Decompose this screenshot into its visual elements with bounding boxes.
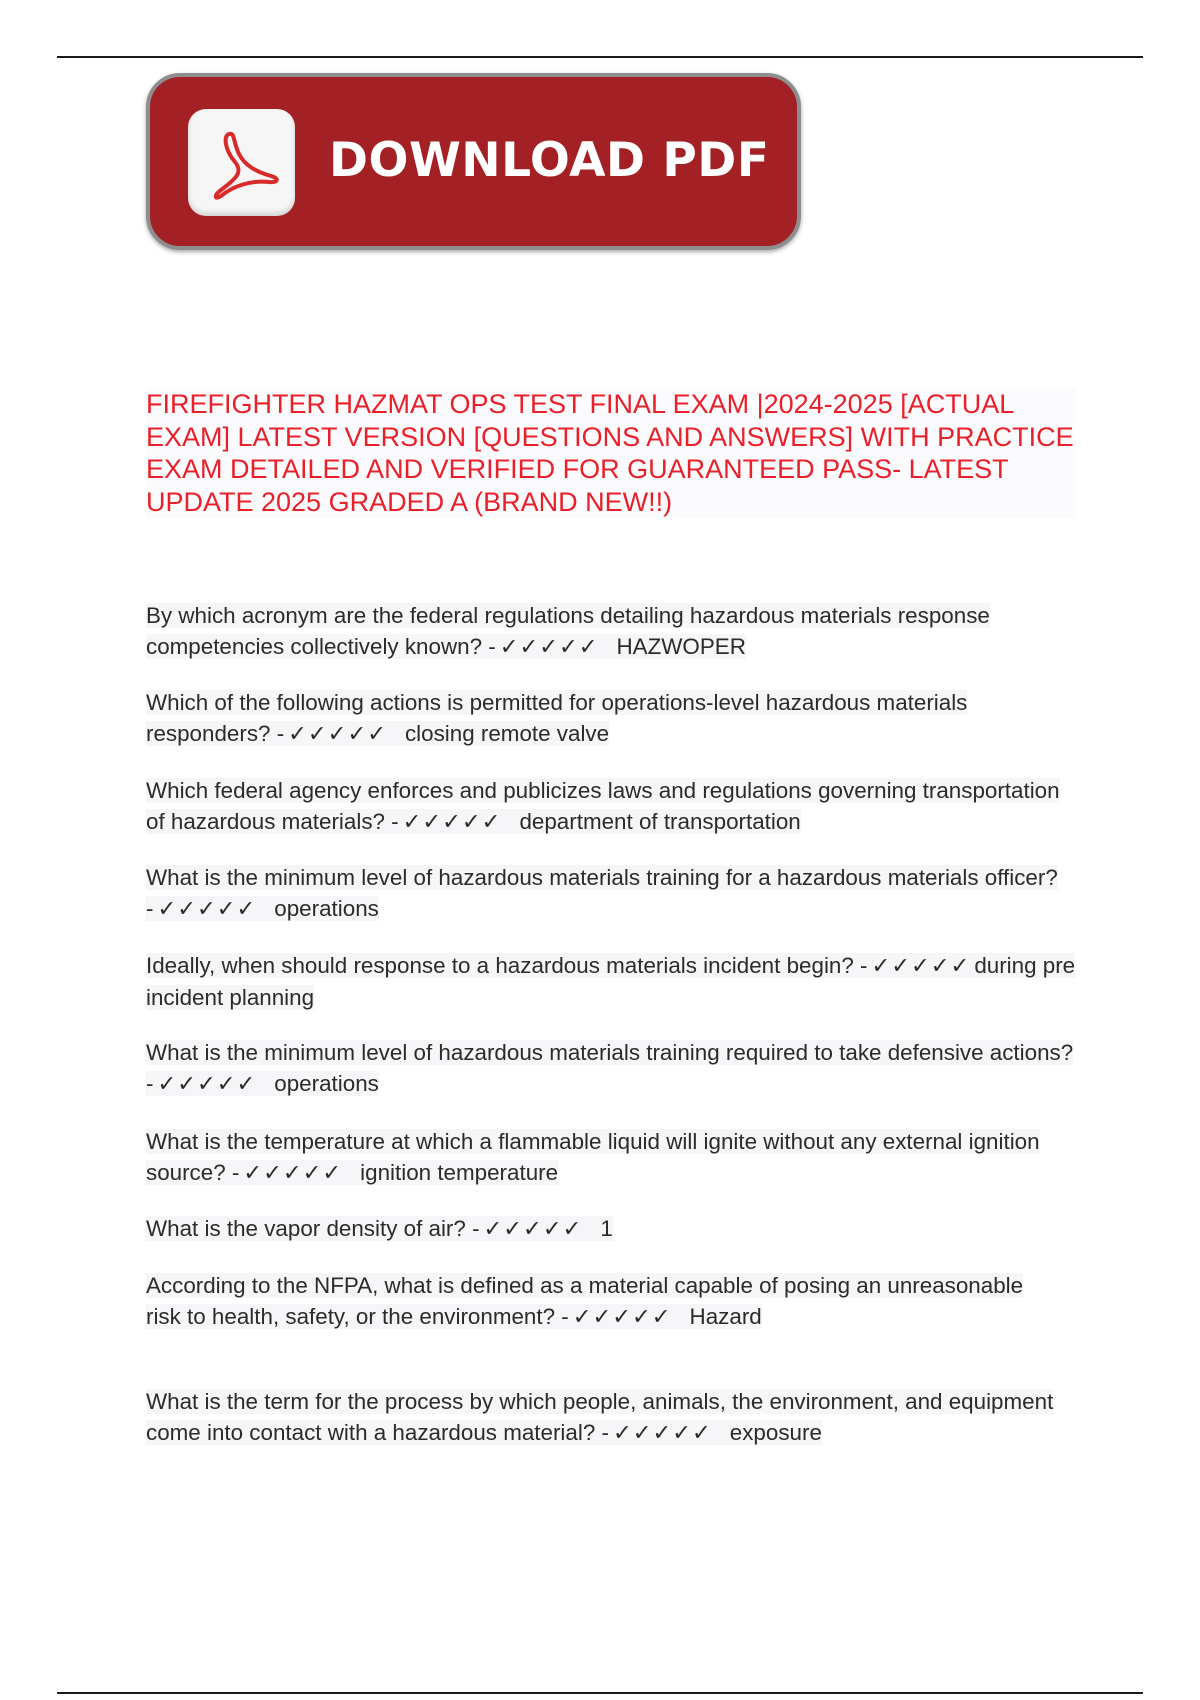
top-divider — [57, 56, 1143, 58]
answer-text: 1 — [600, 1216, 613, 1241]
check-marks-icon: ✓✓✓✓✓ — [402, 809, 502, 835]
answer-text: Hazard — [689, 1304, 762, 1329]
answer-text: department of transportation — [519, 809, 801, 834]
bottom-divider — [57, 1692, 1143, 1694]
question-text: Ideally, when should response to a hazardous materials incident begin? - — [146, 953, 868, 978]
answer-text: operations — [274, 896, 379, 921]
adobe-acrobat-icon — [188, 109, 295, 216]
question-text: Which of the following actions is permitted for operations-level hazardous materials responders? - — [146, 690, 968, 746]
document-title: FIREFIGHTER HAZMAT OPS TEST FINAL EXAM |2024-2025 [ACTUAL EXAM] LATEST VERSION [QUESTIONS AND ANSWERS] WITH PRACTICE EXAM DETAILED AND VERIFIED FOR GUARANTEED PASS- LATEST UPDATE 2025 GRADED A (BRAND NEW!!) — [146, 388, 1076, 518]
question-text: According to the NFPA, what is defined as a material capable of posing an unreasonable risk to health, safety, or the environment? - — [146, 1273, 1024, 1329]
check-marks-icon: ✓✓✓✓✓ — [483, 1216, 583, 1242]
check-marks-icon: ✓✓✓✓✓ — [871, 953, 971, 979]
check-marks-icon: ✓✓✓✓✓ — [157, 1071, 257, 1097]
answer-text: exposure — [729, 1420, 822, 1445]
question-text: What is the vapor density of air? - — [146, 1216, 480, 1241]
check-marks-icon: ✓✓✓✓✓ — [499, 634, 599, 660]
answer-text: during pre incident planning — [146, 953, 1076, 1010]
question-text: What is the temperature at which a flammable liquid will ignite without any external ignition source? - — [146, 1129, 1040, 1185]
question-text: What is the minimum level of hazardous materials training required to take defensive actions? - — [146, 1040, 1074, 1096]
question-text: What is the term for the process by which people, animals, the environment, and equipment come into contact with a hazardous material? - — [146, 1389, 1054, 1445]
answer-text: HAZWOPER — [616, 634, 746, 659]
answer-text: operations — [274, 1071, 379, 1096]
check-marks-icon: ✓✓✓✓✓ — [572, 1304, 672, 1330]
qa-item — [146, 1270, 1026, 1333]
check-marks-icon: ✓✓✓✓✓ — [243, 1160, 343, 1186]
check-marks-icon: ✓✓✓✓✓ — [157, 896, 257, 922]
qa-item — [146, 1386, 1076, 1449]
answer-text: closing remote valve — [404, 721, 610, 746]
download-pdf-label: DOWNLOAD PDF — [329, 133, 770, 188]
question-text: Which federal agency enforces and publicizes laws and regulations governing transportation of hazardous materials? - — [146, 778, 1060, 834]
question-text: What is the minimum level of hazardous materials training for a hazardous materials officer? - — [146, 865, 1058, 921]
answer-text: ignition temperature — [360, 1160, 559, 1185]
qa-item — [146, 687, 1076, 750]
qa-item — [146, 862, 1076, 925]
qa-item — [146, 775, 1076, 838]
download-pdf-button[interactable] — [146, 73, 801, 250]
question-text: By which acronym are the federal regulations detailing hazardous materials response competencies collectively known? - — [146, 603, 990, 659]
qa-item — [146, 950, 1076, 1013]
qa-item — [146, 1037, 1076, 1100]
qa-item — [146, 600, 1076, 663]
qa-item — [146, 1213, 1076, 1245]
check-marks-icon: ✓✓✓✓✓ — [612, 1420, 712, 1446]
qa-item — [146, 1126, 1076, 1189]
check-marks-icon: ✓✓✓✓✓ — [288, 721, 387, 747]
